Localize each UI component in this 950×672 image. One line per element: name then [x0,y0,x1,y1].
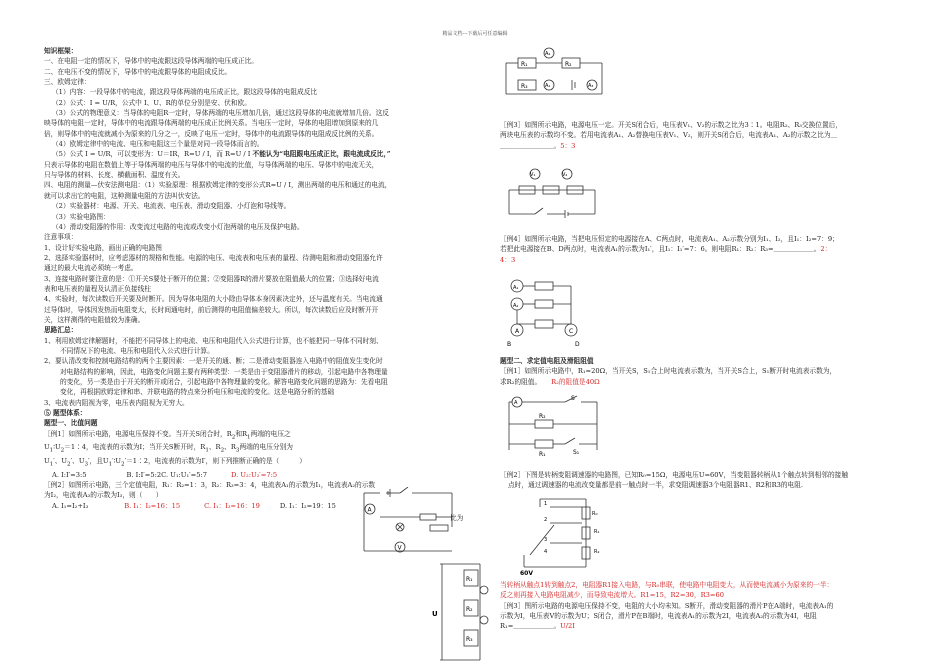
text-line: 映导体的电阻一定时，导体中的电流跟导体两端的电压成正比例关系。当电压一定时，导体的电阻增加到原来的几 [44,119,379,128]
circuit-figure-ex5 [505,392,605,460]
ratio-continuation: 比为 [450,514,464,522]
option-a: A. I₁=I₂+I₃ [52,501,89,510]
v2-label: V₂ [562,172,568,178]
answer-ex4-part2: 4：3 [500,255,516,264]
right-column-ex4 [500,234,900,265]
r1-label: R₁ [539,451,546,458]
text-span: U [44,443,50,452]
text-span: ［例1］如图所示电路，电源电压保持不变。当开关S闭合时，R [44,429,232,438]
text-span: ＝1∶4，电流表的示数为I；当开关S断开时，R [64,443,206,452]
text-line: 的变化，另一类是由于开关的断开或闭合，引起电路中各物理量的变化。解答电路变化问题的思路为：先看电阻 [60,378,388,386]
text-span: （5）公式 I = U/R，可以变形为：U＝IR，R=U / I，而 R=U / I [52,150,253,159]
options-line [44,470,484,480]
text-span: ′、U [70,457,85,466]
summary-title: 思路汇总： [44,326,78,335]
text-line: 关，这样测得的电阻值较为准确。 [44,315,145,324]
answer-ex6-line2: 反之则再接入电路电阻减少，而导致电流增大。R1=15，R2=30，R3=60 [500,591,725,600]
node-d-label: D [575,341,580,348]
circuit-figure-ex6 [520,495,610,577]
answer-ex6-line1: 当转柄从触点1转到触点2，电阻器R1接入电路，与R₀串联，使电路中电阻变大，从而使电流减小为原来的一半： [500,581,834,589]
voltage-60v-label: 60V [520,570,533,577]
node-b-label: B [507,341,512,348]
a2-label: A₂ [545,51,551,57]
text-line [500,141,900,151]
question-types-title: ⑤ 题型体系： [44,409,87,418]
answer-ex7: U/2I [560,622,575,631]
circuit-figure-ex4 [505,276,585,348]
text-line: 1、利用欧姆定律解题时，不能把不同导体上的电流、电压和电阻代入公式进行计算，也不能把同一导体不同时刻、 [44,336,383,345]
r2-label: R₂ [466,606,473,613]
text-line: ［例2］如图所示电路，三个定值电阻，R₁：R₂=1：3，R₂：R₃=3：4，电流表A₁的示数为I₁，电流表A₂的示数 [44,481,376,490]
text-span: ′，且U [88,457,109,466]
v1-label: V₁ [530,172,536,178]
text-line: 三、欧姆定律： [44,78,91,87]
type-one-title: 题型一、比值问题 [44,419,98,428]
text-line: 二、在电压不变的情况下，导体中的电流跟导体的电阻成反比。 [44,67,232,76]
text-span: 若把此电源接在B、D两点时，电流表A₁的示数为I₁′，且I₁：I₁′=7：6。则电阻R₁：R₂：R₃=＿＿＿＿＿＿。 [500,245,821,254]
text-line: 一、在电阻一定的情况下，导体中的电流跟这段导体两端的电压成正比。 [44,57,258,66]
text-line: 就可以求出它的电阻，这种测量电阻的方法叫伏安法。 [44,191,205,200]
text-line: （2）实验器材：电源、开关、电流表、电压表、滑动变阻器、小灯泡和导线等。 [52,202,291,211]
text-line [500,244,900,254]
text-line [500,377,900,387]
circuit-figure-ex2 [430,560,490,665]
option-d: D. I₁：I₂=19：15 [279,501,336,510]
r1-label: R₁ [466,576,473,583]
text-line: 变化，再根据欧姆定律和串、并联电路的特点来分析电压和电流的变化。这是电路分析的基础 [60,388,335,397]
text-line: ［例1］如图所示电路，电源电压保持不变。当开关S闭合时，$R_2$和$R_1$两端的电压之 [44,429,291,441]
circuit-figure-top-right [502,44,612,102]
page-header: 精品文档---下载后可任意编辑 [442,31,508,37]
text-line: $U_1∶U_2=1∶4$，电流表的示数为I；当开关S断开时，$R_1$、$R_2$、$R_3$两端的电压分别为 [44,443,293,454]
text-line: ［例4］如图所示电路，当把电压恒定的电源接在A、C两点时，电流表A₁、A₂示数分别为I₁、I₂，且I₁：I₂=7：9； [500,235,839,243]
text-line: （3）实验电路图： [52,212,110,221]
text-line: 只表示导体的电阻在数值上等于导体两端的电压与导体中的电流的比值，与导体两端的电压、导体中的电流无关， [44,160,379,169]
text-span: 求R₂的阻值。 [500,377,542,386]
text-line: ［例2］下图是转柄变阻调速器的电路图，已知R₀=15Ω，电源电压U=60V，当变阻器转柄从1个触点转到相邻的接触 [500,471,849,479]
text-line: 倍，则导体中的电流就减小为原来的几分之一，反映了电压一定时，导体中的电流跟导体的电阻成反比例的关系。 [44,129,379,138]
text-line: $U_1'$、$U_2'$、$U_3'$，且$U_1'∶U_2'=1∶2$，电流表的示数为I′，则下列推断正确的是（ ） [44,457,306,468]
text-line: 4、实验时，每次读数后开关要及时断开。因为导体电阻的大小除由导体本身因素决定外，还与温度有关。当电流通 [44,295,383,304]
option-c: C. I₁：I₃=16：19 [204,501,260,510]
a1-label: A₁ [545,83,551,89]
right-column-ex6-answer [500,580,900,632]
text-line: 3、电流表内阻视为零，电压表内阻视为无穷大。 [44,398,189,407]
text-line: 点时，通过调速器的电流改变量都是前一触点时一半，求变阻调速器3个电阻器R1、R2和R3的电阻. [508,481,804,490]
ammeter-label: A [367,506,372,514]
r3-label: R₃ [521,83,528,90]
text-line: 通过的最大电流必须统一考虑。 [44,264,138,273]
switch-s-label: S [571,395,575,402]
text-span: 、R [224,443,236,452]
text-line: （4）滑动变阻器的作用：改变流过电路的电流或改变小灯泡两端的电压及保护电路。 [52,222,304,231]
text-span: 、R [208,443,221,452]
type-two-title: 题型二、求定值电阻及滑阻阻值 [500,357,594,365]
r2-label: R₂ [539,413,546,420]
text-span: ′、U [53,457,68,466]
answer-ex4-part1: 2： [820,245,832,254]
text-line [500,621,900,631]
answer-ex3: 5：3 [560,141,576,150]
circuit-figure-ex3 [505,160,600,222]
r1-label: R₁ [521,61,528,68]
text-line: （1）内容：一段导体中的电流，跟这段导体两端的电压成正比，跟这段导体的电阻成反比 [52,88,318,97]
a3-label: A₃ [588,83,594,89]
text-span: ′＝1∶2，电流表的示数为I′，则下列推断正确的是（ ） [124,457,306,466]
right-column-ex3 [500,120,900,151]
node-c-label: C [569,328,574,335]
text-line: （4）欧姆定律中的电流、电压和电阻这三个量是对同一段导体而言的。 [52,140,264,149]
voltmeter-label: V [397,544,402,552]
text-line: 对电路结构的影响，因此，电路变化问题主要有两种类型：一类是由于变阻器滑片的移动，引起电路中各物理量 [60,367,388,376]
a1-label: A₁ [513,285,519,291]
text-line: 为I₂，电流表A₃的示数为I₃，则（ ） [44,491,163,500]
option-a: A. I:I′=3:5 [52,470,87,479]
text-line [44,149,484,159]
contact-1-label: 1 [544,501,548,507]
text-line: 过导体时，导体因发热而电阻变大，长时间通电时，前后测得的电阻值偏差较大。所以，每次读数后应及时断开开 [44,305,379,314]
text-line: 2、选择实验器材时，应考虑器材的规格和性能。电源的电压、电流表和电压表的量程、待测电阻和滑动变阻器允许 [44,253,383,262]
text-line: ［例3］图所示电路的电源电压保持不变，电阻的大小均未知。S断开，滑动变阻器的滑片P在A端时，电流表A₁的 [500,601,834,610]
r3-label: R₃ [466,636,473,643]
text-span: ＿＿＿＿＿＿＿＿。 [500,141,561,150]
switch-s1-label: S₁ [573,449,580,456]
r2-label: R₂ [594,549,600,555]
text-line: 2、要认清改变和控制电路结构的两个主要因素：一是开关的通、断；二是滑动变阻器连入电路中的阻值发生变化时 [44,357,383,366]
r2-label: R₂ [565,61,572,68]
contact-3-label: 3 [544,537,548,543]
a2-label: A₂ [513,303,519,309]
text-span: 两端的电压分别为 [239,443,293,452]
contact-2-label: 2 [544,517,548,523]
text-line: 只与导体的材料、长度、横截面积、温度有关。 [44,171,185,180]
answer-ex5: R₂的阻值是40Ω [551,377,600,386]
text-line: 注意事项： [44,233,78,242]
option-b: B. I:I′=5:2C. U₁:U₁′=5:7 [126,470,208,479]
voltage-label: U [432,610,438,618]
text-line: （3）公式的物理意义：当导体的电阻R一定时，导体两端的电压增加几倍，通过这段导体的电流就增加几倍。这反 [52,109,389,118]
text-line: 1、设计好实验电路，画出正确的电路图 [44,243,162,252]
knowledge-framework-title: 知识框架： [44,47,78,55]
r1-label: R₁ [594,529,600,535]
right-column-type2 [500,356,900,387]
option-b: B. I₁：I₂=16：15 [124,501,181,510]
text-line: 不同情况下的电流、电压和电阻代入公式进行计算。 [60,346,214,355]
circuit-figure-ex1 [360,487,460,557]
text-line: 两块电压表的示数均不变。若用电流表A₁、A₂替换电压表V₁、V₂，则开关S闭合后，电流表A₁、A₂的示数之比为＿ [500,131,838,140]
ammeter-label: A [514,400,518,406]
left-column [44,46,484,511]
text-line: ［例3］如图所示电路，电源电压一定。开关S闭合后，电压表V₁、V₂的示数之比为3∶1。电阻R₂、R₃交换位置后， [500,121,843,129]
node-a-label: A [515,328,520,335]
text-span: 和R [235,429,248,438]
text-line: 示数为I，电压表V的示数为U；S闭合，滑片P在B端时，电流表A₁的示数为2I，电流表A₂的示数为4I，电阻 [500,612,817,621]
text-span: 不能认为“电阻跟电压成正比，跟电流成反比，” [252,150,391,159]
text-span: R₁=＿＿＿＿＿＿。 [500,622,561,631]
text-line: 表和电压表的量程及认清正负接线柱 [44,284,151,293]
text-line: ［例1］如图所示电路中，R₁=20Ω，当开关S，S₁合上时电流表示数为，当开关S合上，S₁断开时电流表示数为， [500,367,837,376]
text-span: ′∶U [112,457,122,466]
text-line: 3、连接电路时要注意的是：①开关S要处于断开的位置；②变阻器R的滑片要放在阻值最大的位置；③选择好电流 [44,274,379,283]
text-line: （2）公式：I = U/R，公式中 I、U、R的单位分别是安、伏和欧。 [52,98,251,107]
contact-4-label: 4 [544,549,548,555]
option-d: D. U₂:U₂′=7:5 [231,470,278,479]
text-span: U [44,457,50,466]
r0-label: R₀ [592,511,598,517]
text-span: ∶U [53,443,61,452]
text-span: 两端的电压之 [250,429,291,438]
text-line: 四、电阻的测量—伏安法测电阻：（1）实验原理：根据欧姆定律的变形公式R=U / I，测出两端的电压和通过的电流， [44,181,392,190]
right-column-ex6 [500,470,900,491]
